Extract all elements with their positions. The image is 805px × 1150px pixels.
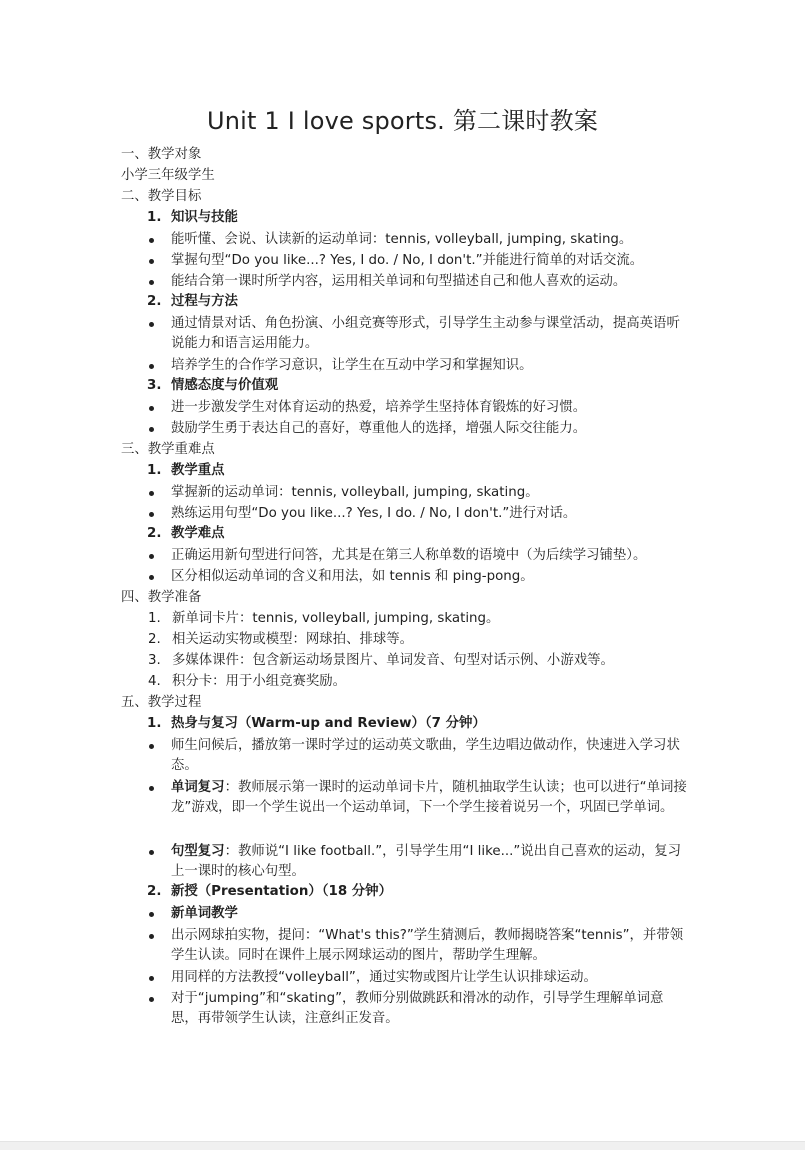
subheading: [147, 208, 238, 228]
bullet-icon: [149, 934, 154, 939]
section-heading-1: 一、教学对象: [121, 147, 202, 162]
subheading: [147, 524, 225, 544]
bullet-text: 通过情景对话、角色扮演、小组竞赛等形式，引导学生主动参与课堂活动，提高英语听说能力和语言运用能力。: [171, 316, 680, 351]
bullet-icon: [149, 976, 154, 981]
bullet-body: ：教师说“I like football.”，引导学生用“I like...”说出自己喜欢的运动，复习上一课时的核心句型。: [171, 844, 682, 879]
bullet-icon: [149, 364, 154, 369]
bullet-icon: [149, 280, 154, 285]
bullet-text: 掌握新的运动单词：tennis, volleyball, jumping, skating。: [171, 485, 539, 500]
bullet-icon: [149, 238, 154, 243]
subheading-label: 过程与方法: [171, 294, 238, 309]
bullet-text: 出示网球拍实物，提问：“What's this?”学生猜测后，教师揭晓答案“tennis”，并带领学生认读。同时在课件上展示网球运动的图片，帮助学生理解。: [171, 928, 684, 963]
bullet-text: 师生问候后，播放第一课时学过的运动英文歌曲，学生边唱边做动作，快速进入学习状态。: [171, 738, 680, 773]
subheading: [147, 882, 392, 902]
subheading-number: 1.: [147, 463, 162, 478]
bullet-icon: [149, 491, 154, 496]
bullet-icon: [149, 744, 154, 749]
item-number: 1.: [148, 611, 161, 626]
page-bottom-edge: [0, 1141, 805, 1150]
subheading-number: 1.: [147, 716, 162, 731]
bullet-bold-label: 新单词教学: [171, 906, 238, 921]
bullet-text: 鼓励学生勇于表达自己的喜好，尊重他人的选择，增强人际交往能力。: [171, 421, 587, 436]
subheading-number: 2.: [147, 884, 162, 899]
bullet-icon: [149, 850, 154, 855]
bullet-bold-label: 单词复习: [171, 780, 225, 795]
bullet-text: [171, 842, 689, 882]
subheading: [147, 461, 225, 481]
item-number: 2.: [148, 632, 161, 647]
subheading-number: 2.: [147, 526, 162, 541]
bullet-text: 区分相似运动单词的含义和用法，如 tennis 和 ping-pong。: [171, 569, 534, 584]
ordered-item: [148, 672, 346, 692]
section-heading-2: 二、教学目标: [121, 189, 202, 204]
section-heading-5: 五、教学过程: [121, 695, 202, 710]
subheading-label: 知识与技能: [171, 210, 238, 225]
subheading: [147, 714, 486, 734]
item-number: 3.: [148, 653, 161, 668]
item-text: 新单词卡片：tennis, volleyball, jumping, skating。: [172, 611, 500, 626]
bullet-icon: [149, 997, 154, 1002]
item-number: 4.: [148, 674, 161, 689]
section-text-1: 小学三年级学生: [121, 168, 215, 183]
bullet-icon: [149, 554, 154, 559]
bullet-icon: [149, 512, 154, 517]
bullet-icon: [149, 912, 154, 917]
subheading-number: 1.: [147, 210, 162, 225]
bullet-text: 进一步激发学生对体育运动的热爱，培养学生坚持体育锻炼的好习惯。: [171, 400, 587, 415]
item-text: 积分卡：用于小组竞赛奖励。: [172, 674, 347, 689]
bullet-icon: [149, 427, 154, 432]
subheading-label: 情感态度与价值观: [171, 378, 279, 393]
subheading-label: 教学重点: [171, 463, 225, 478]
bullet-text: [171, 778, 689, 818]
bullet-text: 正确运用新句型进行问答，尤其是在第三人称单数的语境中（为后续学习铺垫）。: [171, 548, 647, 563]
bullet-icon: [149, 786, 154, 791]
ordered-item: [148, 609, 499, 629]
bullet-text: 用同样的方法教授“volleyball”，通过实物或图片让学生认识排球运动。: [171, 970, 597, 985]
bullet-text: 能结合第一课时所学内容，运用相关单词和句型描述自己和他人喜欢的运动。: [171, 274, 627, 289]
ordered-item: [148, 651, 614, 671]
subheading: [147, 292, 238, 312]
subheading-label: 教学难点: [171, 526, 225, 541]
bullet-text: 对于“jumping”和“skating”，教师分别做跳跃和滑冰的动作，引导学生理解单词意思，再带领学生认读，注意纠正发音。: [171, 991, 664, 1026]
section-heading-4: 四、教学准备: [121, 590, 202, 605]
item-text: 多媒体课件：包含新运动场景图片、单词发音、句型对话示例、小游戏等。: [172, 653, 614, 668]
bullet-icon: [149, 259, 154, 264]
bullet-body: ：教师展示第一课时的运动单词卡片，随机抽取学生认读；也可以进行“单词接龙”游戏，即一个学生说出一个运动单词，下一个学生接着说另一个，巩固已学单词。: [171, 780, 687, 815]
bullet-text: 熟练运用句型“Do you like...? Yes, I do. / No, I don't.”进行对话。: [171, 506, 577, 521]
subheading-label: 热身与复习（Warm-up and Review）（7 分钟）: [171, 716, 486, 731]
ordered-item: [148, 630, 413, 650]
subheading: [147, 376, 278, 396]
document-title: Unit 1 I love sports. 第二课时教案: [206, 107, 599, 135]
bullet-text: [171, 904, 238, 924]
bullet-icon: [149, 322, 154, 327]
section-heading-3: 三、教学重难点: [121, 442, 215, 457]
bullet-bold-label: 句型复习: [171, 844, 225, 859]
bullet-icon: [149, 575, 154, 580]
bullet-icon: [149, 406, 154, 411]
subheading-number: 3.: [147, 378, 162, 393]
bullet-text: 培养学生的合作学习意识，让学生在互动中学习和掌握知识。: [171, 358, 533, 373]
bullet-text: 能听懂、会说、认读新的运动单词：tennis, volleyball, jumping, skating。: [171, 232, 633, 247]
item-text: 相关运动实物或模型：网球拍、排球等。: [172, 632, 414, 647]
bullet-text: 掌握句型“Do you like...? Yes, I do. / No, I don't.”并能进行简单的对话交流。: [171, 253, 644, 268]
subheading-label: 新授（Presentation）（18 分钟）: [171, 884, 392, 899]
subheading-number: 2.: [147, 294, 162, 309]
